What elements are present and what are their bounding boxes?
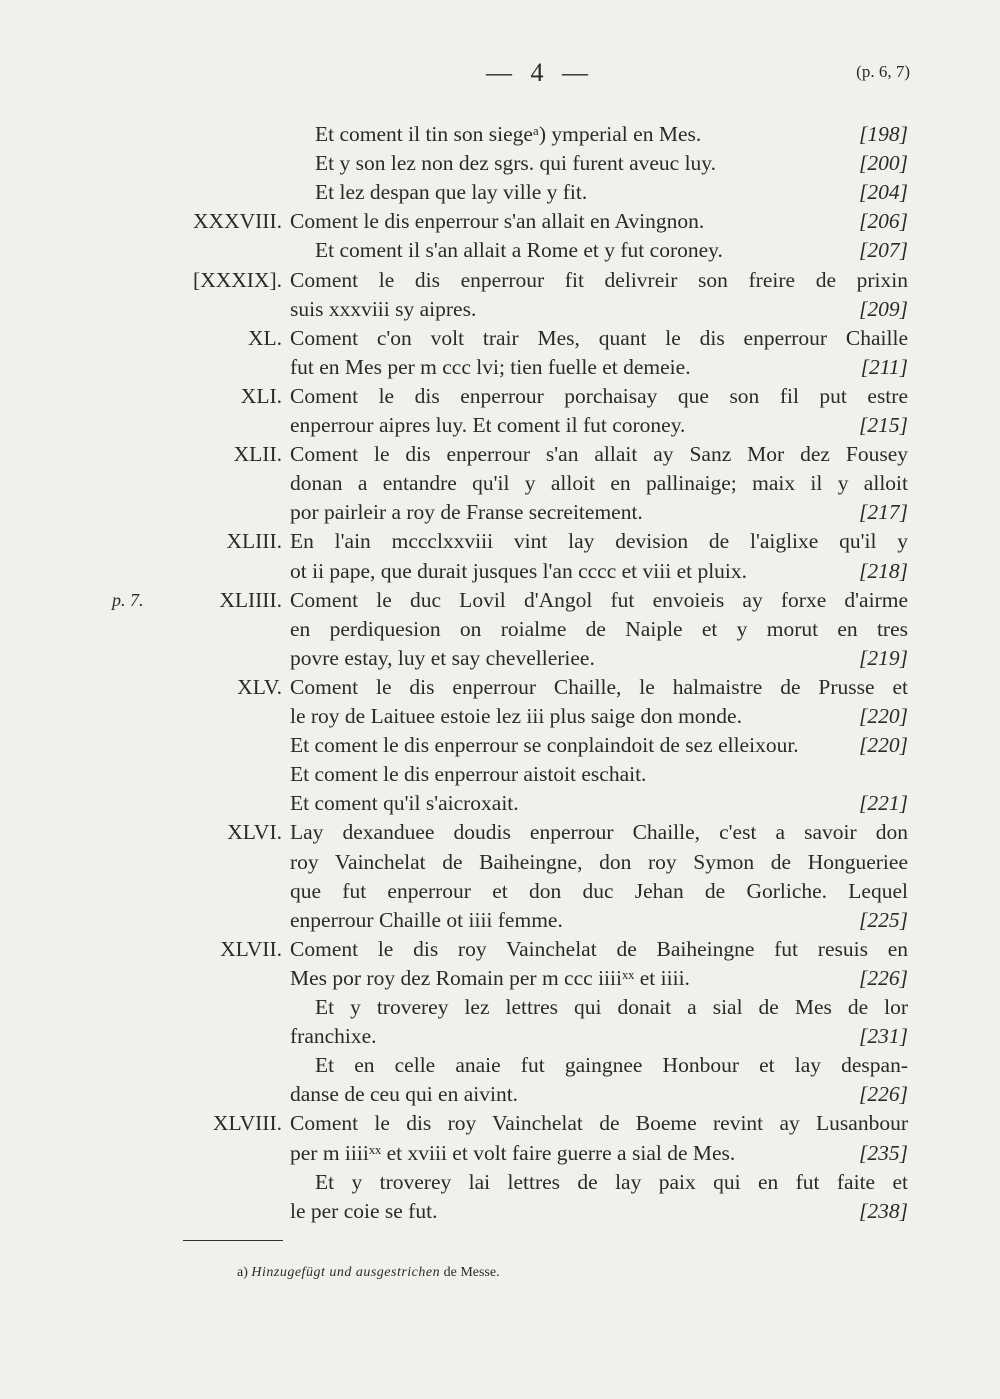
page-ref: [231]	[859, 1024, 908, 1049]
chapter-number: XLVII.	[220, 936, 282, 961]
entry-text: Coment le dis enperrour fit delivreir son freire de prixin	[290, 267, 908, 292]
toc-line	[0, 731, 1000, 760]
toc-line	[0, 1197, 1000, 1226]
page-ref: [225]	[859, 907, 908, 932]
entry-text: ot ii pape, que durait jusques l'an cccc et viii et pluix.	[290, 558, 748, 583]
entry-text: le per coie se fut.	[290, 1198, 438, 1223]
page-ref: [207]	[859, 238, 908, 263]
page-ref: [206]	[859, 209, 908, 234]
toc-line	[0, 1109, 1000, 1138]
toc-line	[0, 1080, 1000, 1109]
entry-text: roy Vainchelat de Baiheingne, don roy Symon de Hongueriee	[290, 849, 908, 874]
entry-text: Coment le dis roy Vainchelat de Boeme revint ay Lusanbour	[290, 1111, 908, 1136]
toc-line	[0, 993, 1000, 1022]
entry-text: Et lez despan que lay ville y fit.	[315, 180, 588, 205]
page-ref: [220]	[859, 704, 908, 728]
toc-line	[0, 149, 1000, 178]
toc-line	[0, 382, 1000, 411]
entry-text: povre estay, luy et say chevelleriee.	[290, 645, 595, 670]
page-number: — 4 —	[486, 58, 594, 87]
toc-line	[0, 877, 1000, 906]
toc-line	[0, 266, 1000, 295]
toc-line	[0, 353, 1000, 382]
toc-line	[0, 1139, 1000, 1168]
entry-text: por pairleir a roy de Franse secreitement.	[290, 500, 643, 525]
toc-line	[0, 1051, 1000, 1080]
chapter-number: XLII.	[233, 442, 282, 467]
entry-text: En l'ain mccclxxviii vint lay devision de l'aiglixe qu'il y	[290, 529, 908, 554]
entry-text: Et coment le dis enperrour se conplaindoit de sez elleixour.	[290, 733, 799, 758]
page-reference: (p. 6, 7)	[856, 62, 910, 81]
entry-text: Et y troverey lez lettres qui donait a sial de Mes de lor	[315, 995, 908, 1019]
toc-line	[0, 1168, 1000, 1197]
page-ref: [204]	[859, 180, 908, 205]
entry-text: Et en celle anaie fut gaingnee Honbour et lay despan-	[315, 1053, 908, 1078]
toc-line	[0, 557, 1000, 586]
entry-text: Et coment il s'an allait a Rome et y fut coroney.	[315, 238, 723, 263]
chapter-number: XLVI.	[227, 820, 282, 845]
entry-text: Et y son lez non dez sgrs. qui furent aveuc luy.	[315, 151, 717, 176]
toc-line	[0, 935, 1000, 964]
entry-text: enperrour Chaille ot iiii femme.	[290, 907, 563, 932]
entry-text: en perdiquesion on roialme de Naiple et y morut en tres	[290, 616, 908, 641]
toc-line	[0, 673, 1000, 702]
entry-text: danse de ceu qui en aivint.	[290, 1082, 519, 1107]
entry-text: Et y troverey lai lettres de lay paix qui en fut faite et	[315, 1169, 908, 1194]
toc-line	[0, 527, 1000, 556]
toc-line	[0, 818, 1000, 847]
toc-line	[0, 498, 1000, 527]
entry-text: le roy de Laituee estoie lez iii plus saige don monde.	[290, 704, 742, 728]
toc-line	[0, 295, 1000, 324]
entry-text: Et coment il tin son siegeᵃ) ymperial en Mes.	[315, 122, 702, 146]
page-ref: [217]	[859, 500, 908, 525]
entry-text: Coment c'on volt trair Mes, quant le dis enperrour Chaille	[290, 325, 908, 350]
entry-text: Lay dexanduee doudis enperrour Chaille, c'est a savoir don	[290, 820, 908, 845]
page-ref: [238]	[859, 1198, 908, 1223]
page-ref: [218]	[859, 558, 908, 583]
chapter-number: XL.	[247, 325, 282, 350]
chapter-number: XLIIII.	[219, 587, 282, 612]
chapter-number: XLV.	[237, 674, 282, 699]
footnote-rule	[183, 1240, 283, 1241]
margin-note: p. 7.	[112, 589, 144, 610]
toc-line	[0, 411, 1000, 440]
toc-line	[0, 207, 1000, 236]
toc-line	[0, 615, 1000, 644]
toc-line	[0, 644, 1000, 673]
footnote-italic-text: Hinzugefügt und ausgestrichen	[251, 1265, 441, 1280]
entry-text: Coment le dis enperrour s'an allait en Avingnon.	[290, 209, 705, 234]
page-ref: [211]	[860, 354, 908, 379]
entry-text: Et coment qu'il s'aicroxait.	[290, 791, 519, 816]
page-ref: [226]	[859, 965, 908, 990]
page-ref: [209]	[859, 296, 908, 321]
entry-text: Mes por roy dez Romain per m ccc iiiiˣˣ et iiii.	[290, 965, 690, 990]
chapter-number: XLIII.	[226, 529, 282, 554]
entry-text: enperrour aipres luy. Et coment il fut coroney.	[290, 413, 686, 437]
entry-text: Et coment le dis enperrour aistoit eschait.	[290, 762, 647, 787]
page-ref: [200]	[859, 151, 908, 176]
toc-line	[0, 469, 1000, 498]
toc-line	[0, 789, 1000, 818]
page-ref: [220]	[859, 733, 908, 758]
toc-line	[0, 586, 1000, 615]
page-ref: [219]	[859, 645, 908, 670]
page-ref: [221]	[859, 791, 908, 816]
chapter-number: XLI.	[240, 383, 282, 408]
toc-line	[0, 324, 1000, 353]
toc-line	[0, 848, 1000, 877]
toc-line	[0, 120, 1000, 149]
page-ref: [235]	[859, 1140, 908, 1165]
entry-text: suis xxxviii sy aipres.	[290, 296, 477, 321]
footnote-marker: a)	[237, 1265, 248, 1280]
toc-line	[0, 440, 1000, 469]
entry-text: Coment le duc Lovil d'Angol fut envoieis ay forxe d'airme	[290, 587, 908, 612]
chapter-number: XLVIII.	[212, 1111, 282, 1136]
toc-line	[0, 906, 1000, 935]
entry-text: Coment le dis enperrour Chaille, le halmaistre de Prusse et	[290, 674, 908, 699]
chapter-number: [XXXIX].	[193, 267, 282, 292]
page-ref: [198]	[859, 122, 908, 146]
footnote-text: de Messe.	[443, 1265, 500, 1280]
entry-text: Coment le dis enperrour porchaisay que son fil put estre	[290, 383, 908, 408]
footnote	[237, 1265, 500, 1281]
toc-line	[0, 178, 1000, 207]
toc-line	[0, 236, 1000, 265]
chapter-number: XXXVIII.	[193, 209, 282, 234]
entry-text: Coment le dis roy Vainchelat de Baiheingne fut resuis en	[290, 936, 908, 961]
page-ref: [226]	[859, 1082, 908, 1107]
toc-line	[0, 702, 1000, 731]
toc-line	[0, 1022, 1000, 1051]
entry-text: per m iiiiˣˣ et xviii et volt faire guerre a sial de Mes.	[290, 1140, 736, 1165]
entry-text: fut en Mes per m ccc lvi; tien fuelle et demeie.	[290, 354, 691, 379]
page-ref: [215]	[859, 413, 908, 437]
toc-line	[0, 964, 1000, 993]
entry-text: franchixe.	[290, 1024, 377, 1049]
entry-text: que fut enperrour et don duc Jehan de Gorliche. Lequel	[290, 878, 908, 903]
entry-text: donan a entandre qu'il y alloit en pallinaige; maix il y alloit	[290, 471, 908, 496]
toc-line	[0, 760, 1000, 789]
entry-text: Coment le dis enperrour s'an allait ay Sanz Mor dez Fousey	[290, 442, 908, 467]
